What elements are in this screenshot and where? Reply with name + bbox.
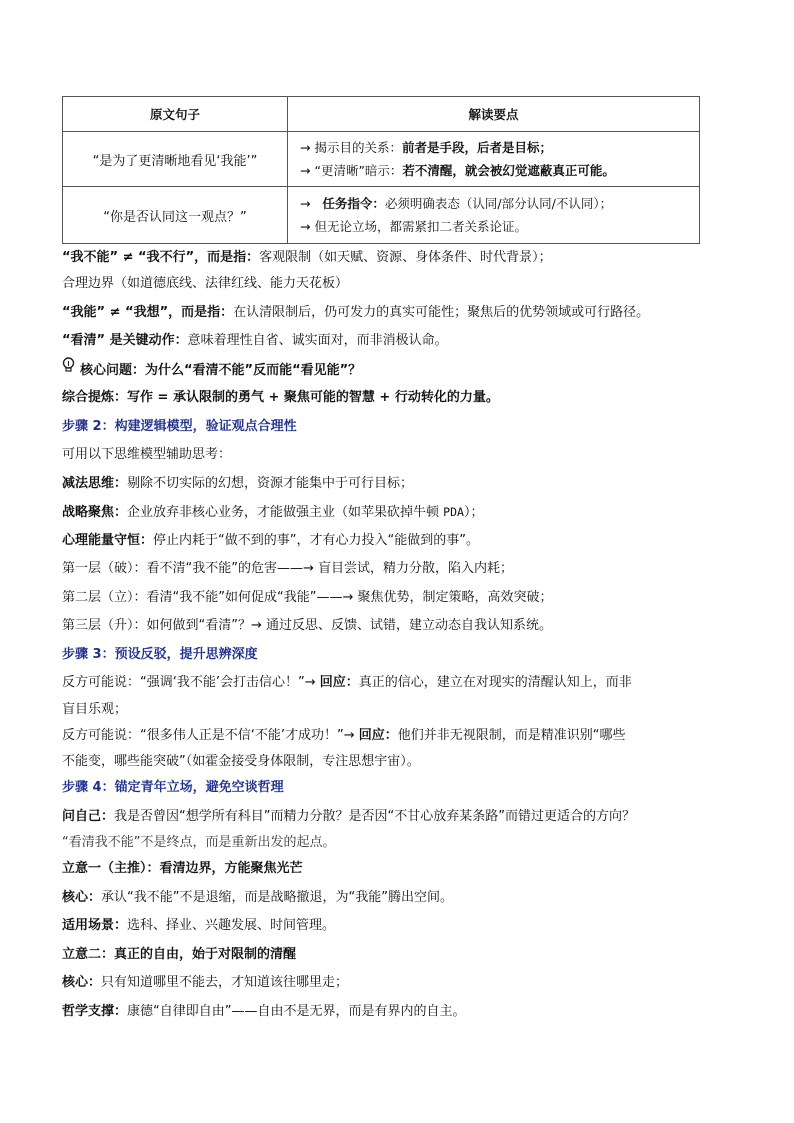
body-text — [62, 246, 742, 1026]
summary — [62, 384, 742, 413]
core-text: 只有知道哪里不能去，才知道该往哪里走； — [101, 975, 349, 990]
thesis-2-support — [62, 998, 742, 1027]
model-label: 减法思维： — [62, 475, 128, 491]
definition-can — [62, 299, 742, 328]
term: “我不能” ≠ “我不行”，而是指： — [62, 250, 260, 265]
summary-text: 写作 = 承认限制的勇气 + 聚焦可能的智慧 + 行动转化的力量。 — [127, 390, 499, 405]
arrow-icon: → — [300, 196, 311, 211]
thesis-2-core — [62, 969, 742, 998]
table-header-row — [63, 97, 700, 132]
model-subtraction — [62, 470, 742, 499]
response-text: 他们并非无视限制，而是精准识别“哪些 — [397, 727, 626, 743]
thesis-1-heading: 立意一（主推）：看清边界，方能聚焦光芒 — [62, 861, 303, 876]
header-points: 解读要点 — [288, 97, 700, 132]
definition: 客观限制（如天赋、资源、身体条件、时代背景）； — [259, 250, 552, 265]
definition-cannot — [62, 246, 742, 270]
model-text: PDA — [443, 505, 464, 519]
core-question — [62, 356, 742, 385]
definition-boundary: 合理边界（如道德底线、法律红线、能力天花板） — [62, 276, 349, 291]
layer-1: 第一层（破）：看不清“我不能”的危害——→ 盲目尝试，精力分散，陷入内耗； — [62, 561, 513, 576]
model-text: 企业放弃非核心业务，才能做强主业（如苹果砍掉牛顿 — [127, 505, 444, 520]
point-lead: 揭示目的关系： — [314, 140, 402, 155]
rebuttal-1 — [62, 669, 742, 698]
core-text: 承认“我不能”不是退缩，而是战略撤退，为“我能”腾出空间。 — [101, 889, 453, 905]
table-row — [63, 187, 700, 244]
reading-table — [62, 96, 700, 244]
point-text: 必须明确表态（认同/部分认同/不认同）； — [384, 196, 613, 211]
arrow-icon: → — [300, 219, 311, 234]
point-line — [300, 159, 699, 182]
model-text: 剔除不切实际的幻想，资源才能集中于可行目标； — [127, 475, 414, 491]
point-text: 若不清醒，就会被幻觉遮蔽真正可能。 — [402, 163, 615, 178]
support-label: 哲学支撑： — [62, 1003, 128, 1019]
definition-see — [62, 327, 742, 356]
paragraph: 可用以下思维模型辅助思考： — [62, 447, 232, 462]
thesis-2-heading: 立意二：真正的自由，始于对限制的清醒 — [62, 946, 297, 962]
point-text: 前者是手段，后者是目标； — [401, 140, 552, 155]
point-line — [300, 215, 699, 238]
arrow-icon: → — [300, 163, 311, 178]
step-3-heading: 步骤 3：预设反驳，提升思辨深度 — [62, 646, 258, 662]
starting-point: “看清我不能”不是终点，而是重新出发的起点。 — [62, 835, 336, 850]
ask-yourself — [62, 803, 742, 832]
table-row — [63, 132, 700, 187]
lightbulb-icon — [62, 356, 76, 385]
support-text: 康德“自律即自由”——自由不是无界，而是有界内的自主。 — [127, 1003, 466, 1019]
rebuttal-2-cont: 不能变，哪些能突破”（如霍金接受身体限制，专注思想宇宙）。 — [62, 754, 420, 769]
core-question-text: 核心问题：为什么“看清不能”反而能“看见能”？ — [80, 362, 362, 378]
ask-text: 我是否曾因“想学所有科目”而精力分散？是否因“不甘心放弃某条路”而错过更适合的方向？ — [114, 808, 635, 824]
model-text: ）； — [463, 505, 484, 520]
response-text: 真正的信心，建立在对现实的清醒认知上，而非 — [358, 675, 632, 690]
point-text: 都需紧扣二者关系论证。 — [389, 219, 527, 234]
sentence-cell: “你是否认同这一观点？” — [63, 187, 288, 244]
rebuttal-claim: 反方可能说：“很多伟人正是不信‘不能’才成功！”→ — [62, 727, 359, 743]
point-line — [300, 192, 699, 215]
term: “我能” ≠ “我想”，而是指： — [62, 304, 234, 320]
term: “看清” 是关键动作： — [62, 333, 188, 348]
layer-2: 第二层（立）：看清“我不能”如何促成“我能”——→ 聚焦优势，制定策略，高效突破； — [62, 589, 553, 605]
model-label: 心理能量守恒： — [62, 532, 154, 548]
scene-text: 选科、择业、兴趣发展、时间管理。 — [127, 918, 336, 933]
model-text: 停止内耗于“做不到的事”，才有心力投入“能做到的事”。 — [153, 532, 479, 548]
ask-label: 问自己： — [62, 808, 115, 824]
rebuttal-1-cont: 盲目乐观； — [62, 701, 128, 717]
sentence-cell: “是为了更清晰地看见‘我能’” — [63, 132, 288, 187]
response-label: 回应： — [358, 727, 398, 743]
definition: 在认清限制后，仍可发力的真实可能性；聚焦后的优势领域或可行路径。 — [233, 304, 650, 320]
points-cell — [288, 132, 700, 187]
scene-label: 适用场景： — [62, 918, 128, 933]
core-label: 核心： — [62, 975, 102, 990]
rebuttal-claim: 反方可能说：“强调‘我不能’会打击信心！”→ — [62, 675, 320, 690]
thesis-1-scenes — [62, 912, 742, 941]
point-line — [300, 136, 699, 159]
model-label: 战略聚焦： — [62, 505, 128, 520]
response-label: 回应： — [319, 675, 359, 690]
points-cell — [288, 187, 700, 244]
point-lead: 任务指令： — [322, 196, 385, 211]
arrow-icon: → — [300, 140, 311, 155]
step-2-heading: 步骤 2：构建逻辑模型，验证观点合理性 — [62, 418, 297, 434]
point-lead: “更清晰”暗示： — [314, 163, 403, 178]
model-energy — [62, 527, 742, 556]
header-sentence: 原文句子 — [63, 97, 288, 132]
summary-label: 综合提炼： — [62, 390, 128, 405]
rebuttal-2 — [62, 722, 742, 751]
step-4-heading: 步骤 4：锚定青年立场，避免空谈哲理 — [62, 780, 284, 795]
core-label: 核心： — [62, 889, 102, 905]
model-focus — [62, 498, 742, 527]
thesis-1-core — [62, 884, 742, 913]
definition: 意味着理性自省、诚实面对，而非消极认命。 — [187, 333, 448, 348]
layer-3: 第三层（升）：如何做到“看清”？→ 通过反思、反馈、试错，建立动态自我认知系统。 — [62, 618, 552, 633]
point-lead: 但无论立场， — [314, 219, 390, 234]
